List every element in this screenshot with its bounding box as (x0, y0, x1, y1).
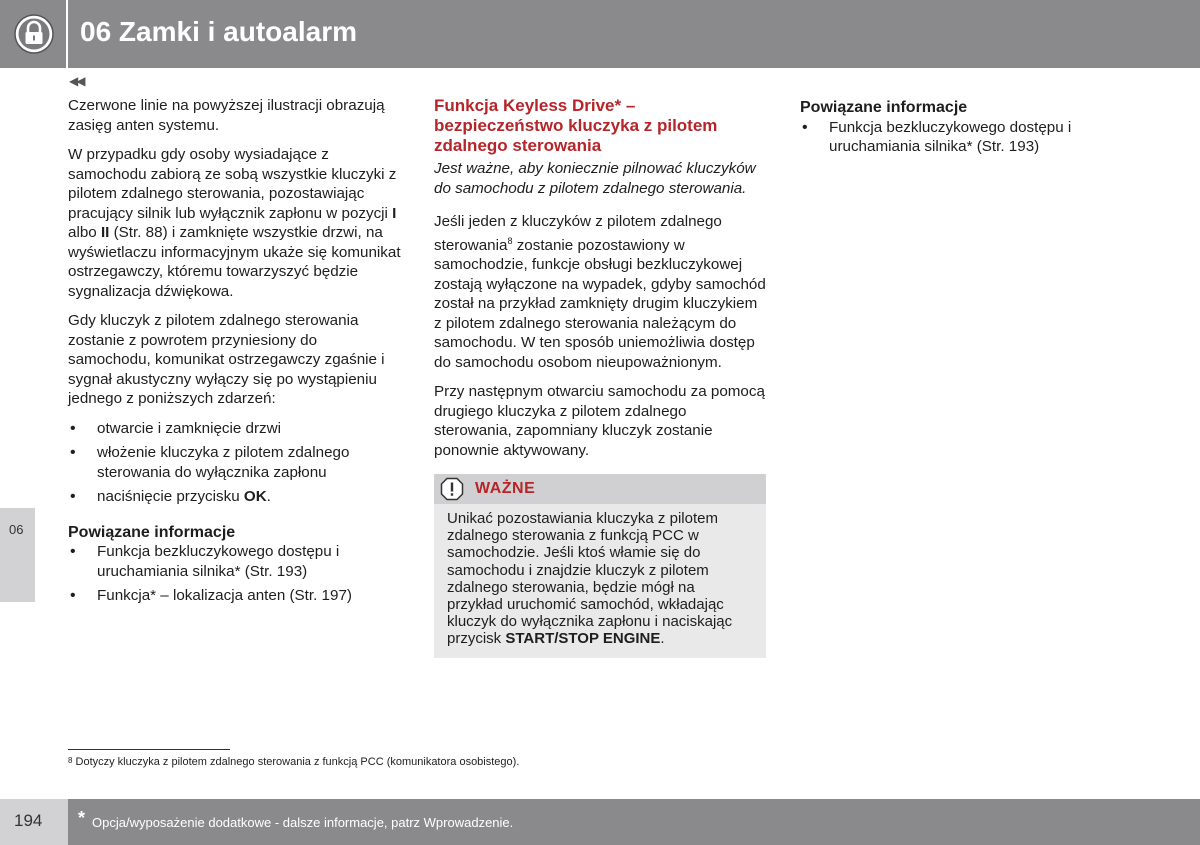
paragraph-key-returned: Gdy kluczyk z pilotem zdalnego sterowania zostanie z powrotem przyniesiony do samochodu, komunikat ostrzegawczy zgaśnie i sygnał akustyczny wyłączy się po wystąpieniu jednego z poniższych zdarzeń: (68, 312, 385, 407)
related-info-heading: Powiązane informacje (800, 99, 968, 116)
important-box-text: Unikać pozostawiania kluczyka z pilotem zdalnego sterowania z funkcją PCC w samochodzie. Jeśli ktoś włamie się do samochodu i znajdzie kluczyk z pilotem zdalnego sterowania, będzie mógł na przykład uruchomić samochód, wkładając kluczyk do wyłącznika zapłonu i naciskając przycisk START/STOP ENGINE. (447, 510, 733, 648)
related-link[interactable]: • Funkcja bezkluczykowego dostępu i uruchamiania silnika* (Str. 193) (68, 542, 403, 581)
paragraph-antenna-range: Czerwone linie na powyższej ilustracji obrazują zasięg anten systemu. (68, 97, 385, 134)
list-item: • otwarcie i zamknięcie drzwi (68, 419, 403, 439)
related-info-list (800, 118, 1130, 157)
page-number: 194 (14, 811, 43, 830)
lock-icon (14, 14, 54, 54)
previous-page-arrows[interactable]: ◀◀ (69, 74, 84, 88)
paragraph-key-left: Jeśli jeden z kluczyków z pilotem zdalnego sterowania$^8$ zostanie pozostawiony w samochodzie, funkcje obsługi bezkluczykowej zostają wyłączone na wypadek, gdyby samochód został na przykład zamknięty drugim kluczykiem z pilotem zdalnego sterowania należącym do samochodu. W ten sposób uniemożliwia dostęp do samochodu osobom nieupoważnionym. (434, 213, 766, 371)
exclamation-icon (440, 477, 464, 501)
column-right (800, 98, 1130, 167)
footnote: $^8$ Dotyczy kluczyka z pilotem zdalnego sterowania z funkcją PCC (komunikatora osobistego). (68, 756, 520, 768)
event-list (68, 419, 403, 507)
paragraph-warning-message: W przypadku gdy osoby wysiadające z samochodu zabiorą ze sobą wszystkie kluczyki z pilotem zdalnego sterowania, pozostawiając pracujący silnik lub wyłącznik zapłonu w pozycji I albo II (Str. 88) i zamknięte wszystkie drzwi, na wyświetlaczu informacyjnym ukaże się komunikat ostrzegawczy, któremu towarzyszyć będzie sygnalizacja dźwiękowa. (68, 146, 401, 300)
chapter-title: 06 Zamki i autoalarm (80, 16, 358, 47)
section-title: Funkcja Keyless Drive* – bezpieczeństwo kluczyka z pilotem zdalnego sterowania (434, 96, 718, 155)
related-info-heading: Powiązane informacje (68, 523, 236, 541)
important-label: WAŻNE (475, 480, 536, 498)
chapter-header (0, 0, 1200, 68)
list-item: • włożenie kluczyka z pilotem zdalnego sterowania do wyłącznika zapłonu (68, 443, 403, 482)
page-number-box (0, 799, 68, 845)
related-info-list (68, 542, 403, 606)
asterisk-icon: * (78, 808, 86, 828)
footnote-divider (68, 749, 230, 750)
list-item: • naciśnięcie przycisku OK. (68, 487, 403, 507)
chapter-icon-box (0, 0, 68, 68)
chapter-side-tab[interactable]: 06 (0, 508, 35, 602)
page-footer (0, 799, 1200, 845)
footer-note: Opcja/wyposażenie dodatkowe - dalsze informacje, patrz Wprowadzenie. (92, 815, 514, 830)
important-box-header (434, 474, 766, 504)
column-left (68, 96, 403, 616)
related-link[interactable]: • Funkcja* – lokalizacja anten (Str. 197) (68, 586, 403, 606)
important-box (434, 474, 766, 658)
column-middle (434, 96, 766, 658)
section-intro: Jest ważne, aby koniecznie pilnować kluczyków do samochodu z pilotem zdalnego sterowania. (434, 160, 756, 197)
footnote-ref[interactable]: 8 (507, 235, 513, 246)
related-link[interactable]: • Funkcja bezkluczykowego dostępu i uruchamiania silnika* (Str. 193) (800, 118, 1130, 157)
paragraph-reactivation: Przy następnym otwarciu samochodu za pomocą drugiego kluczyka z pilotem zdalnego sterowania, zapomniany kluczyk zostanie ponownie aktywowany. (434, 383, 765, 459)
